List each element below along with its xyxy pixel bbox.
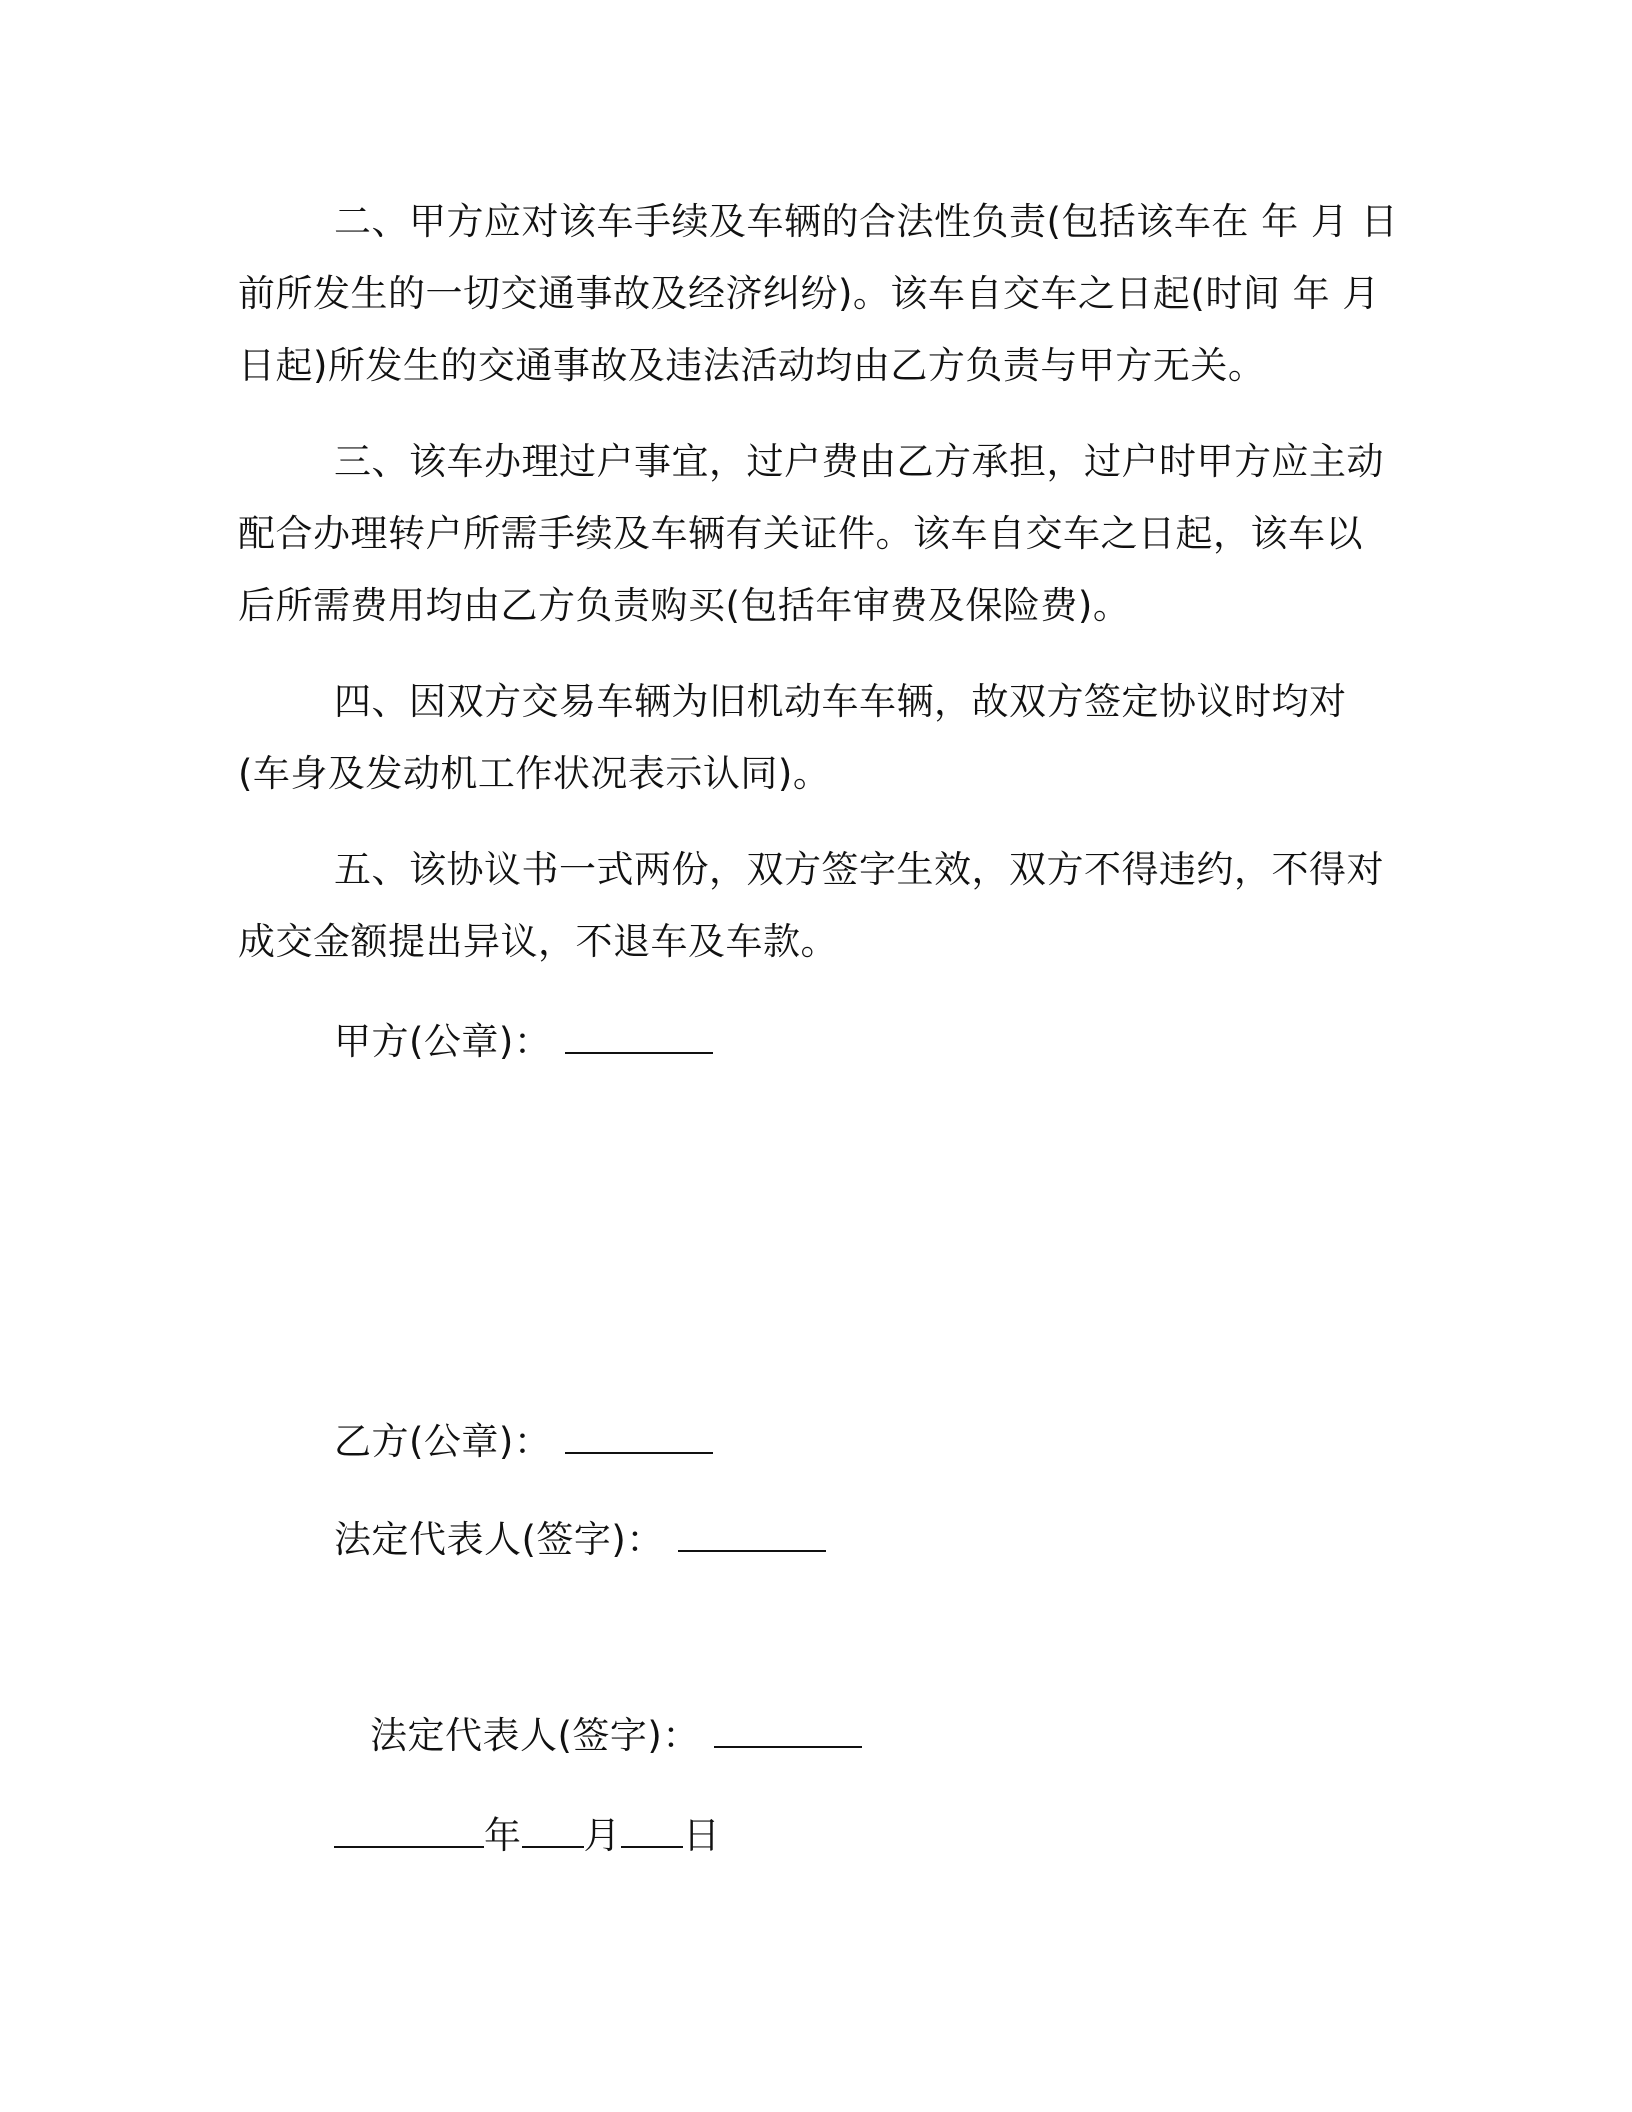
day-label: 日 bbox=[683, 1814, 721, 1857]
party-a-seal-line bbox=[334, 1012, 713, 1068]
clause-3 bbox=[238, 426, 1388, 642]
clause-4-line-1: 四、因双方交易车辆为旧机动车车辆，故双方签定协议时均对 bbox=[334, 680, 1347, 723]
date-line bbox=[334, 1806, 721, 1862]
legal-rep-1-label: 法定代表人(签字)： bbox=[334, 1518, 664, 1561]
clause-5 bbox=[238, 834, 1388, 978]
clause-3-line-3: 后所需费用均由乙方负责购买(包括年审费及保险费)。 bbox=[238, 584, 1131, 627]
month-blank[interactable] bbox=[522, 1806, 584, 1848]
clause-2-line-3: 日起)所发生的交通事故及违法活动均由乙方负责与甲方无关。 bbox=[238, 344, 1266, 387]
party-b-seal-blank[interactable] bbox=[565, 1412, 713, 1454]
legal-rep-2-label: 法定代表人(签字)： bbox=[370, 1714, 700, 1757]
clause-4 bbox=[238, 666, 1388, 810]
legal-rep-1-blank[interactable] bbox=[678, 1510, 826, 1552]
clause-2-line-1: 二、甲方应对该车手续及车辆的合法性负责(包括该车在 年 月 日 bbox=[334, 200, 1399, 243]
legal-rep-2-line bbox=[370, 1706, 862, 1762]
clause-5-line-1: 五、该协议书一式两份，双方签字生效，双方不得违约，不得对 bbox=[334, 848, 1384, 891]
year-label: 年 bbox=[484, 1814, 522, 1857]
clause-2-line-2: 前所发生的一切交通事故及经济纠纷)。该车自交车之日起(时间 年 月 bbox=[238, 272, 1380, 315]
legal-rep-1-line bbox=[334, 1510, 826, 1566]
clause-2 bbox=[238, 186, 1399, 402]
legal-rep-2-blank[interactable] bbox=[714, 1706, 862, 1748]
month-label: 月 bbox=[583, 1814, 621, 1857]
day-blank[interactable] bbox=[621, 1806, 683, 1848]
party-a-seal-blank[interactable] bbox=[565, 1012, 713, 1054]
year-blank[interactable] bbox=[334, 1806, 484, 1848]
clause-4-line-2: (车身及发动机工作状况表示认同)。 bbox=[238, 752, 831, 795]
party-b-seal-line bbox=[334, 1412, 713, 1468]
party-a-seal-label: 甲方(公章)： bbox=[334, 1020, 552, 1063]
party-b-seal-label: 乙方(公章)： bbox=[334, 1420, 552, 1463]
clause-3-line-1: 三、该车办理过户事宜，过户费由乙方承担，过户时甲方应主动 bbox=[334, 440, 1384, 483]
clause-5-line-2: 成交金额提出异议，不退车及车款。 bbox=[238, 920, 838, 963]
clause-3-line-2: 配合办理转户所需手续及车辆有关证件。该车自交车之日起，该车以 bbox=[238, 512, 1363, 555]
